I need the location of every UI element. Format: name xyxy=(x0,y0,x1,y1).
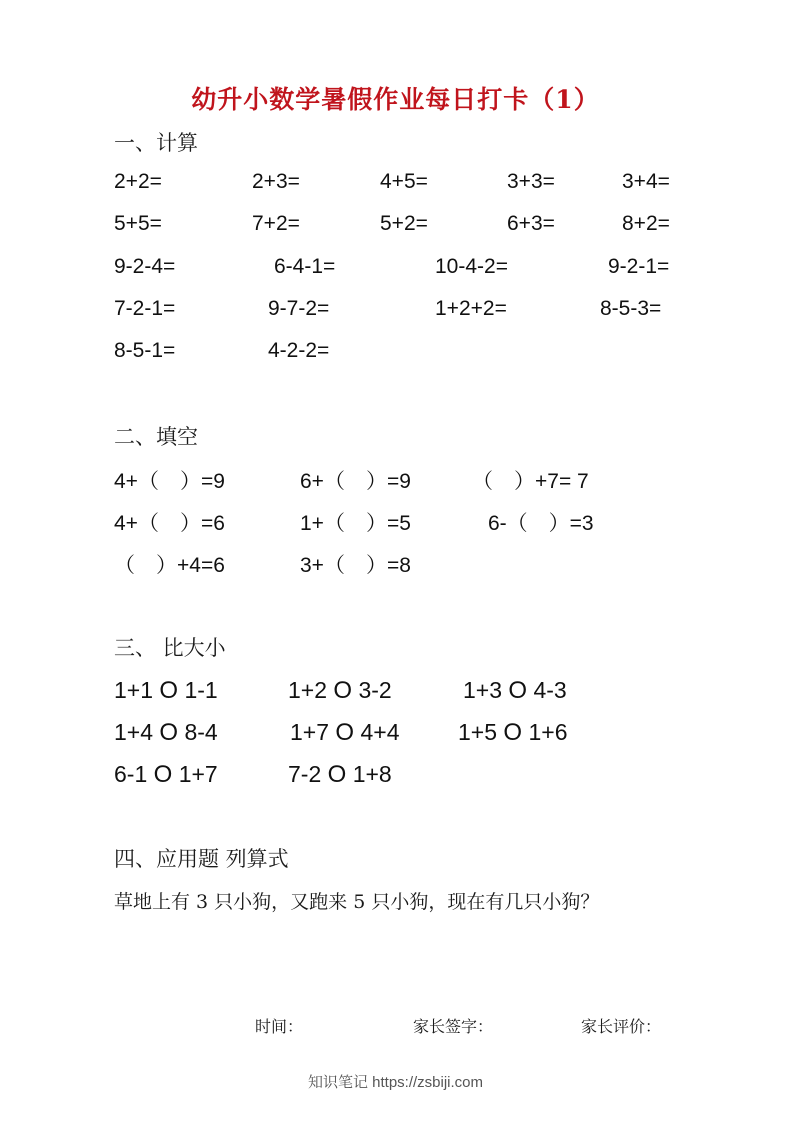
calc-item: 4+5= xyxy=(380,170,428,193)
calc-item: 7-2-1= xyxy=(114,297,176,320)
calc-item: 2+3= xyxy=(252,170,300,193)
compare-circle[interactable]: O xyxy=(508,677,528,704)
calc-item: 6+3= xyxy=(507,212,555,235)
calc-item: 8-5-3= xyxy=(600,297,662,320)
compare-item xyxy=(288,677,392,705)
calc-item: 9-2-4= xyxy=(114,255,176,278)
calc-item: 6-4-1= xyxy=(274,255,336,278)
compare-left: 1+7 xyxy=(290,719,330,745)
calc-item: 1+2+2= xyxy=(435,297,507,320)
compare-circle[interactable]: O xyxy=(159,677,179,704)
compare-left: 1+4 xyxy=(114,719,154,745)
compare-item xyxy=(114,677,218,705)
fill-item: （ ）+7= 7 xyxy=(472,470,589,493)
compare-right: 1+6 xyxy=(528,719,568,745)
compare-circle[interactable]: O xyxy=(159,719,179,746)
compare-right: 4+4 xyxy=(360,719,400,745)
compare-circle[interactable]: O xyxy=(327,761,347,788)
section-heading-compare: 三、 比大小 xyxy=(114,636,226,660)
watermark-text: 知识笔记 https://zsbiji.com xyxy=(307,1074,484,1091)
fill-item: 6-（ ）=3 xyxy=(488,512,594,535)
fill-item: 4+（ ）=9 xyxy=(114,470,225,493)
calc-item: 9-2-1= xyxy=(608,255,670,278)
calc-item: 8+2= xyxy=(622,212,670,235)
calc-item: 8-5-1= xyxy=(114,339,176,362)
compare-item xyxy=(114,719,218,747)
fill-item: 1+（ ）=5 xyxy=(300,512,411,535)
compare-circle[interactable]: O xyxy=(335,719,355,746)
calc-item: 4-2-2= xyxy=(268,339,330,362)
calc-item: 10-4-2= xyxy=(435,255,508,278)
compare-item xyxy=(463,677,567,705)
calc-item: 5+2= xyxy=(380,212,428,235)
word-problem-text: 草地上有 3 只小狗，又跑来 5 只小狗，现在有几只小狗？ xyxy=(114,891,600,913)
footer-time-label: 时间： xyxy=(255,1017,304,1036)
compare-circle[interactable]: O xyxy=(333,677,353,704)
compare-item xyxy=(114,761,218,789)
compare-right: 1+8 xyxy=(352,761,392,787)
compare-right: 1-1 xyxy=(184,677,218,703)
calc-item: 5+5= xyxy=(114,212,162,235)
footer-eval-label: 家长评价： xyxy=(581,1017,662,1036)
fill-item: 6+（ ）=9 xyxy=(300,470,411,493)
compare-circle[interactable]: O xyxy=(153,761,173,788)
section-heading-word: 四、应用题 列算式 xyxy=(114,847,289,871)
calc-item: 2+2= xyxy=(114,170,162,193)
compare-right: 1+7 xyxy=(178,761,218,787)
fill-item: （ ）+4=6 xyxy=(114,554,225,577)
fill-item: 3+（ ）=8 xyxy=(300,554,411,577)
compare-left: 1+1 xyxy=(114,677,154,703)
section-heading-calc: 一、计算 xyxy=(114,131,198,155)
calc-item: 9-7-2= xyxy=(268,297,330,320)
compare-left: 1+3 xyxy=(463,677,503,703)
page-title: 幼升小数学暑假作业每日打卡（1） xyxy=(191,85,600,114)
section-heading-fill: 二、填空 xyxy=(114,425,198,449)
calc-item: 3+4= xyxy=(622,170,670,193)
compare-right: 4-3 xyxy=(533,677,567,703)
compare-left: 7-2 xyxy=(288,761,322,787)
compare-right: 8-4 xyxy=(184,719,218,745)
compare-circle[interactable]: O xyxy=(503,719,523,746)
compare-left: 6-1 xyxy=(114,761,148,787)
compare-item xyxy=(290,719,399,747)
fill-item: 4+（ ）=6 xyxy=(114,512,225,535)
footer-sign-label: 家长签字： xyxy=(413,1017,494,1036)
calc-item: 3+3= xyxy=(507,170,555,193)
compare-item xyxy=(458,719,567,747)
compare-item xyxy=(288,761,392,789)
calc-item: 7+2= xyxy=(252,212,300,235)
compare-left: 1+5 xyxy=(458,719,498,745)
compare-left: 1+2 xyxy=(288,677,328,703)
compare-right: 3-2 xyxy=(358,677,392,703)
